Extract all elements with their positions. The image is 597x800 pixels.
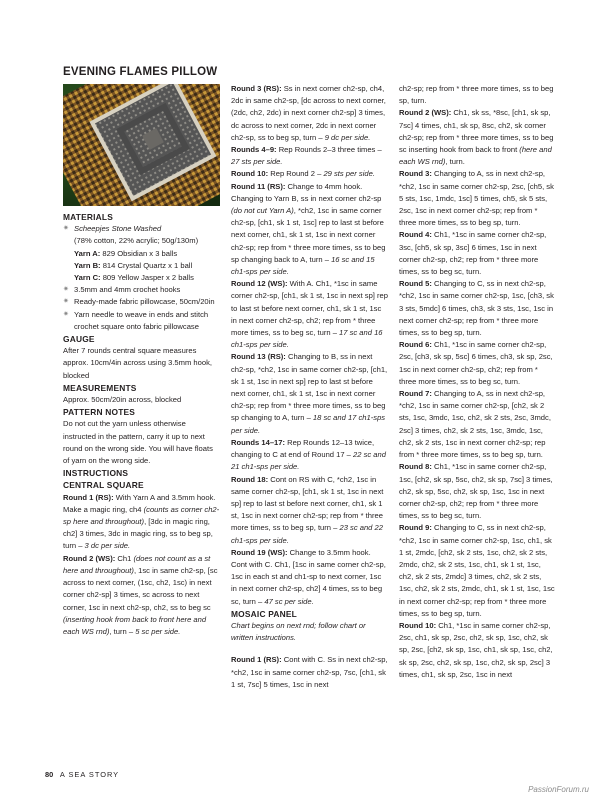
paragraph bbox=[231, 181, 388, 279]
paragraph bbox=[399, 83, 556, 107]
italic-note: 47 sc per side. bbox=[264, 596, 314, 606]
column-1 bbox=[63, 207, 220, 638]
text: , *ch2, 1sc in same corner ch2-sp, [ch1, sk 1 st, 1sc] rep to last st before next corner, ch1, sk 1 st, 1sc in next corner ch2-sp; rep from * three more times, ss to beg sp changing back to A, turn – bbox=[231, 206, 386, 264]
italic-note: 16 sc and 15 ch1-sps per side. bbox=[231, 254, 375, 277]
round-label: Round 5: bbox=[399, 279, 432, 289]
text: Ch1, *1sc in same corner ch2-sp, 3sc, [ch5, sk sp, 3sc] 6 times, 1sc in next corner ch2-sp, ch2; rep from * three more times, ss to beg sc, turn. bbox=[399, 230, 547, 277]
text: Ch1, sk ss, *8sc, [ch1, sk sp, 7sc] 4 times, ch1, sk sp, 8sc, ch2, sk corner ch2-sp; rep from * three more times, ss to beg sc inserting hook from back to front bbox=[399, 108, 554, 155]
paragraph bbox=[399, 620, 556, 681]
text: , turn. bbox=[445, 157, 465, 167]
text: Changing to C, ss in next ch2-sp, *ch2, 1sc in same corner ch2-sp, 1sc, ch1, sk 1 st, 2mdc, [ch2, sk 2 sts, 1sc, ch2, sk 2 sts, 2mdc, ch2, sk 2 sts, 1sc, ch1, sk 1 st, 1sc, ch2, sk 2 sts, 2mdc] 3 times, ch2, sk 2 sts, 1sc, ch2, sk 2 sts, 2mdc, ch1, sk 1 st, 1sc, 1sc in next corner ch2-sp; rep from * three more times, ss to beg sp, turn. bbox=[399, 523, 555, 618]
italic-note: (counts as corner ch2-sp here and throughout) bbox=[63, 504, 220, 527]
italic-note: Chart begins on next rnd; follow chart or written instructions. bbox=[231, 620, 366, 643]
text: ch2-sp; rep from * three more times, ss to beg sp, turn. bbox=[399, 84, 554, 106]
round-label: Round 2 (WS): bbox=[399, 108, 452, 118]
paragraph bbox=[63, 345, 220, 382]
italic-note: (here and each WS rnd) bbox=[399, 145, 552, 167]
materials-list-item bbox=[63, 223, 220, 235]
bullet-icon: ✷ bbox=[63, 286, 69, 294]
text: , turn – bbox=[109, 626, 136, 636]
watermark: PassionForum.ru bbox=[528, 785, 589, 794]
round-label: Round 7: bbox=[399, 389, 432, 399]
italic-note: 9 dc per side. bbox=[324, 132, 371, 142]
materials-list-item bbox=[63, 309, 220, 333]
paragraph bbox=[63, 248, 220, 260]
round-label: Rounds 4–9: bbox=[231, 145, 277, 155]
paragraph bbox=[399, 522, 556, 620]
page-footer bbox=[45, 770, 119, 779]
paragraph bbox=[63, 260, 220, 272]
text: Ch1 bbox=[115, 553, 134, 563]
italic-note: 27 sts per side. bbox=[231, 157, 283, 167]
paragraph bbox=[399, 168, 556, 229]
section-heading: MOSAIC PANEL bbox=[231, 608, 297, 619]
paragraph bbox=[231, 437, 388, 474]
round-label: Round 4: bbox=[399, 230, 432, 240]
round-label: Round 1 (RS): bbox=[231, 655, 282, 665]
italic-note: (do not cut Yarn A) bbox=[231, 206, 294, 216]
text: Rep Round 2 – bbox=[268, 169, 324, 179]
paragraph bbox=[399, 278, 556, 339]
materials-list-item bbox=[63, 284, 220, 296]
paragraph bbox=[231, 351, 388, 436]
round-label: Round 1 (RS): bbox=[63, 492, 114, 502]
round-label: Yarn C: bbox=[74, 273, 101, 283]
paragraph bbox=[231, 83, 388, 144]
text: 809 Yellow Jasper x 2 balls bbox=[100, 273, 194, 283]
text: , 1sc in same ch2-sp, [sc across to next corner, (1sc, ch2, 1sc) in next corner ch2-sp] 3 times, sc across to next corner, 1sc in next ch2-sp, ch2, ss to beg sc bbox=[63, 565, 218, 612]
round-label: Yarn A: bbox=[74, 248, 101, 258]
bullet-icon: ✷ bbox=[63, 225, 69, 233]
text: Changing to B, ss in next ch2-sp, *ch2, 1sc in same corner ch2-sp, [ch1, sk 1 st, 1sc in next sp] rep to last st before next corner, ch1, sk 1 st, 1sc in next corner ch2-sp; rep from * three more times, ss to beg sp changing to A, turn – bbox=[231, 352, 388, 423]
text: Ready-made fabric pillowcase, 50cm/20in bbox=[74, 297, 215, 307]
round-label: Round 10: bbox=[399, 620, 437, 630]
text: Change to 3.5mm hook. Cont with C. Ch1, [1sc in same corner ch2-sp, 1sc in each st and ch1-sp to next corner, 1sc in next corner ch2-sp, ch2] 4 times, ss to beg sc, turn – bbox=[231, 547, 386, 606]
section-heading: MEASUREMENTS bbox=[63, 382, 137, 393]
paragraph bbox=[399, 388, 556, 461]
spacer bbox=[231, 644, 388, 654]
column-2 bbox=[231, 83, 388, 691]
italic-note: 22 sc and 21 ch1-sps per side. bbox=[231, 450, 386, 472]
paragraph bbox=[63, 553, 220, 638]
paragraph bbox=[399, 229, 556, 278]
text: Changing to A, ss in next ch2-sp, *ch2, 1sc in same corner ch2-sp, [ch2, sk 2 sts, 1sc, 3mdc, 1sc, ch2, sk 2 sts, 2sc, 3mdc, 2sc] 3 times, ch2, sk 2 sts, 1sc, 3mdc, 1sc, ch2, sk 2 sts, 1sc in next corner ch2-sp; rep from * three more times, ss to beg sp, turn. bbox=[399, 389, 551, 460]
text: 814 Crystal Quartz x 1 ball bbox=[100, 260, 193, 270]
paragraph bbox=[231, 144, 388, 168]
paragraph bbox=[399, 107, 556, 168]
round-label: Rounds 14–17: bbox=[231, 437, 286, 447]
text: , [3dc in magic ring, ch2] 3 times, 3dc in magic ring, ss to beg sp, turn – bbox=[63, 517, 213, 551]
text: Ch1, *1sc in same corner ch2-sp, 2sc, ch1, sk sp, 2sc, ch2, sk sp, 1sc, ch2, sk sp, 2sc, [ch2, sk sp, 1sc, ch1, sk sp, 1sc, ch2, sk sp, 2sc, ch2, sk sp, 1sc, ch2, sk sp, 2sc] 3 times, ch1, sk sp, 2sc, 1sc in next bbox=[399, 620, 553, 679]
italic-note: 5 sc per side. bbox=[135, 626, 181, 636]
paragraph bbox=[231, 620, 388, 644]
paragraph bbox=[231, 654, 388, 691]
section-heading: CENTRAL SQUARE bbox=[63, 480, 144, 491]
italic-note: 3 dc per side. bbox=[84, 541, 131, 551]
pillow-photo bbox=[63, 84, 220, 206]
paragraph bbox=[399, 339, 556, 388]
italic-note: 18 sc and 17 ch1-sps per side. bbox=[231, 413, 386, 435]
italic-note: Scheepjes Stone Washed bbox=[74, 224, 162, 234]
round-label: Round 3 (RS): bbox=[231, 84, 282, 93]
paragraph bbox=[399, 461, 556, 522]
text: Rep Rounds 12–13 twice, changing to C at end of Round 17 – bbox=[231, 437, 375, 460]
text: 829 Obsidian x 3 balls bbox=[100, 248, 178, 258]
paragraph bbox=[63, 272, 220, 284]
text: With Yarn A and 3.5mm hook. Make a magic ring, ch4 bbox=[63, 492, 216, 514]
round-label: Round 2 (WS): bbox=[63, 553, 116, 563]
text: (78% cotton, 22% acrylic; 50g/130m) bbox=[74, 236, 199, 246]
section-heading: PATTERN NOTES bbox=[63, 407, 136, 418]
section-heading: MATERIALS bbox=[63, 212, 114, 222]
text: After 7 rounds central square measures approx. 10cm/4in across using 3.5mm hook, blocked bbox=[63, 346, 212, 380]
italic-note: (inserting hook from back to front here and each WS rnd) bbox=[63, 614, 207, 636]
page-number: 80 bbox=[45, 770, 54, 779]
paragraph bbox=[231, 474, 388, 547]
section-heading: INSTRUCTIONS bbox=[63, 468, 129, 479]
text: With A. Ch1, *1sc in same corner ch2-sp, [ch1, sk 1 st, 1sc in next sp] rep to last st before next corner, ch1, sk 1 st, 1sc in next corner ch2-sp, ch2; rep from * three more times, ss to beg sc, turn – bbox=[231, 279, 389, 338]
round-label: Round 8: bbox=[399, 462, 432, 472]
text: Ch1, *1sc in same corner ch2-sp, 2sc, [ch3, sk sp, 5sc] 6 times, ch3, sk sp, 2sc, 1sc in next corner ch2-sp, ch2; rep from * three more times, ss to beg sc, turn. bbox=[399, 340, 553, 386]
round-label: Round 9: bbox=[399, 523, 432, 533]
round-label: Round 3: bbox=[399, 169, 432, 179]
italic-note: 29 sts per side. bbox=[323, 169, 375, 179]
paragraph bbox=[63, 235, 220, 247]
round-label: Round 18: bbox=[231, 474, 269, 484]
text: Cont on RS with C, *ch2, 1sc in same corner ch2-sp, [ch1, sk 1 st, 1sc in next sp] rep to last st before next corner, ch1, sk 1 st, 1sc in next corner ch2-sp; rep from * three more times, ss to beg sp, turn – bbox=[231, 474, 384, 533]
italic-note: 17 sc and 16 ch1-sps per side. bbox=[231, 328, 383, 350]
text: Yarn needle to weave in ends and stitch crochet square onto fabric pillowcase bbox=[74, 309, 209, 331]
article-title: EVENING FLAMES PILLOW bbox=[63, 66, 218, 78]
round-label: Round 12 (WS): bbox=[231, 279, 288, 289]
text: Changing to A, ss in next ch2-sp, *ch2, 1sc in same corner ch2-sp, 2sc, [ch5, sk 5 sts, 1sc, 1mdc, 1sc] 5 times, ch5, sk 5 sts, 2sc, 1sc in next corner ch2-sp; rep from * three more times, ss to beg sp, turn. bbox=[399, 169, 554, 228]
round-label: Round 13 (RS): bbox=[231, 352, 286, 362]
text: Rep Rounds 2–3 three times – bbox=[276, 145, 382, 155]
paragraph bbox=[231, 168, 388, 180]
round-label: Round 19 (WS): bbox=[231, 547, 288, 557]
round-label: Round 10: bbox=[231, 169, 269, 179]
round-label: Round 6: bbox=[399, 340, 432, 350]
paragraph bbox=[231, 278, 388, 351]
paragraph bbox=[231, 547, 388, 608]
materials-list-item bbox=[63, 296, 220, 308]
paragraph bbox=[63, 418, 220, 467]
text: Cont with C. Ss in next ch2-sp, *ch2, 1sc in same corner ch2-sp, 7sc, [ch1, sk 1 st, 7sc] 5 times, 1sc in next bbox=[231, 655, 388, 689]
text: Ch1, *1sc in same corner ch2-sp, 1sc, [ch2, sk sp, 5sc, ch2, sk sp, 7sc] 3 times, ch2, sk sp, 5sc, ch2, sk sp, 1sc, 1sc in next corner ch2-sp, ch2; rep from * three more times, ss to beg sc, turn. bbox=[399, 462, 553, 521]
column-3 bbox=[399, 83, 556, 681]
text: Changing to C, ss in next ch2-sp, *ch2, 1sc in same corner ch2-sp, 1sc, [ch3, sk 3 sts, 5mdc] 6 times, ch3, sk 3 sts, 1sc, 1sc in next corner ch2-sp; rep from * three more times, ss to beg sp, turn. bbox=[399, 279, 554, 338]
text: Approx. 50cm/20in across, blocked bbox=[63, 395, 182, 405]
text: Do not cut the yarn unless otherwise instructed in the pattern, carry it up to next round on the wrong side. You will have floats of yarn on the wrong side. bbox=[63, 419, 213, 466]
italic-note: (does not count as a st here and throughout) bbox=[63, 553, 211, 575]
round-label: Round 11 (RS): bbox=[231, 181, 286, 191]
paragraph bbox=[63, 394, 220, 406]
italic-note: 23 sc and 22 ch1-sps per side. bbox=[231, 523, 383, 545]
magazine-section: A SEA STORY bbox=[59, 770, 120, 779]
paragraph bbox=[63, 492, 220, 553]
text: 3.5mm and 4mm crochet hooks bbox=[74, 285, 181, 295]
round-label: Yarn B: bbox=[74, 260, 101, 270]
text: Ss in next corner ch2-sp, ch4, 2dc in same ch2-sp, [dc across to next corner, (2dc, ch2, 2dc) in next corner ch2-sp] 3 times, dc across to next corner, 2dc in next corner ch2-sp, ss to beg sp, turn – bbox=[231, 84, 386, 142]
section-heading: GAUGE bbox=[63, 334, 95, 345]
bullet-icon: ✷ bbox=[63, 310, 69, 318]
bullet-icon: ✷ bbox=[63, 298, 69, 306]
text: Change to 4mm hook. Changing to Yarn B, ss in next corner ch2-sp bbox=[231, 181, 382, 203]
